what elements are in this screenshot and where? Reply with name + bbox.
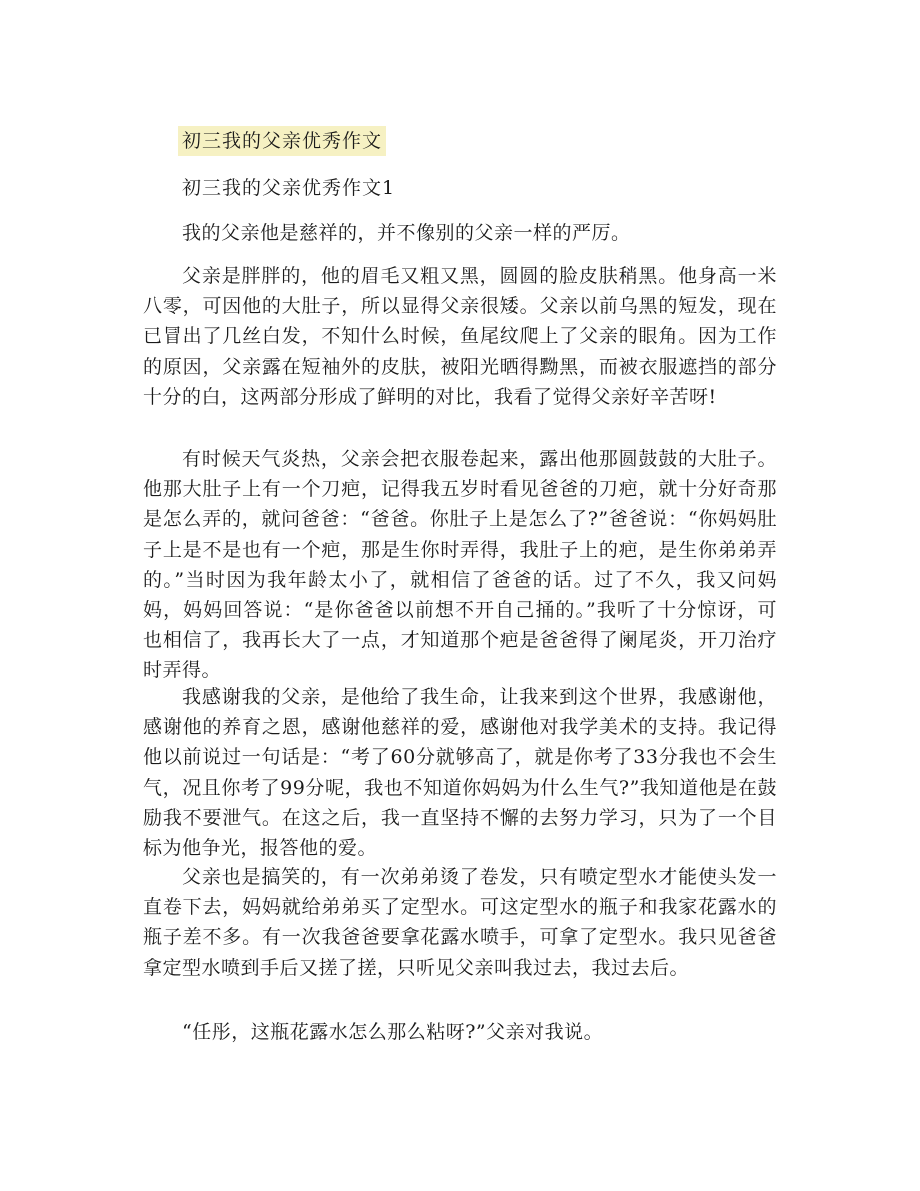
essay-subtitle: 初三我的父亲优秀作文1 [182, 177, 396, 199]
paragraph-6: “任彤，这瓶花露水怎么那么粘呀?”父亲对我说。 [182, 1021, 604, 1043]
paragraph-3: 有时候天气炎热，父亲会把衣服卷起来，露出他那圆鼓鼓的大肚子。他那大肚子上有一个刀疤，记得我五岁时看见爸爸的刀疤，就十分好奇那是怎么弄的，就问爸爸：“爸爸。你肚子上是怎么了?”爸爸说：“你妈妈肚子上是不是也有一个疤，那是生你时弄得，我肚子上的疤，是生你弟弟弄的。”当时因为我年龄太小了，就相信了爸爸的话。过了不久，我又问妈妈，妈妈回答说：“是你爸爸以前想不开自己捅的。”我听了十分惊讶，可也相信了，我再长大了一点，才知道那个疤是爸爸得了阑尾炎，开刀治疗时弄得。 [143, 448, 777, 682]
paragraph-1: 我的父亲他是慈祥的，并不像别的父亲一样的严厉。 [182, 222, 631, 244]
paragraph-5: 父亲也是搞笑的，有一次弟弟烫了卷发，只有喷定型水才能使头发一直卷下去，妈妈就给弟弟买了定型水。可这定型水的瓶子和我家花露水的瓶子差不多。有一次我爸爸要拿花露水喷手，可拿了定型水。我只见爸爸拿定型水喷到手后又搓了搓，只听见父亲叫我过去，我过去后。 [143, 866, 777, 979]
paragraph-2: 父亲是胖胖的，他的眉毛又粗又黑，圆圆的脸皮肤稍黑。他身高一米八零，可因他的大肚子，所以显得父亲很矮。父亲以前乌黑的短发，现在已冒出了几丝白发，不知什么时候，鱼尾纹爬上了父亲的眼角。因为工作的原因，父亲露在短袖外的皮肤，被阳光晒得黝黑，而被衣服遮挡的部分十分的白，这两部分形成了鲜明的对比，我看了觉得父亲好辛苦呀! [143, 265, 777, 408]
highlighted-title: 初三我的父亲优秀作文 [178, 126, 386, 156]
paragraph-4: 我感谢我的父亲，是他给了我生命，让我来到这个世界，我感谢他，感谢他的养育之恩，感谢他慈祥的爱，感谢他对我学美术的支持。我记得他以前说过一句话是：“考了60分就够高了，就是你考了33分我也不会生气，况且你考了99分呢，我也不知道你妈妈为什么生气?”我知道他是在鼓励我不要泄气。在这之后，我一直坚持不懈的去努力学习，只为了一个目标为他争光，报答他的爱。 [143, 686, 777, 860]
